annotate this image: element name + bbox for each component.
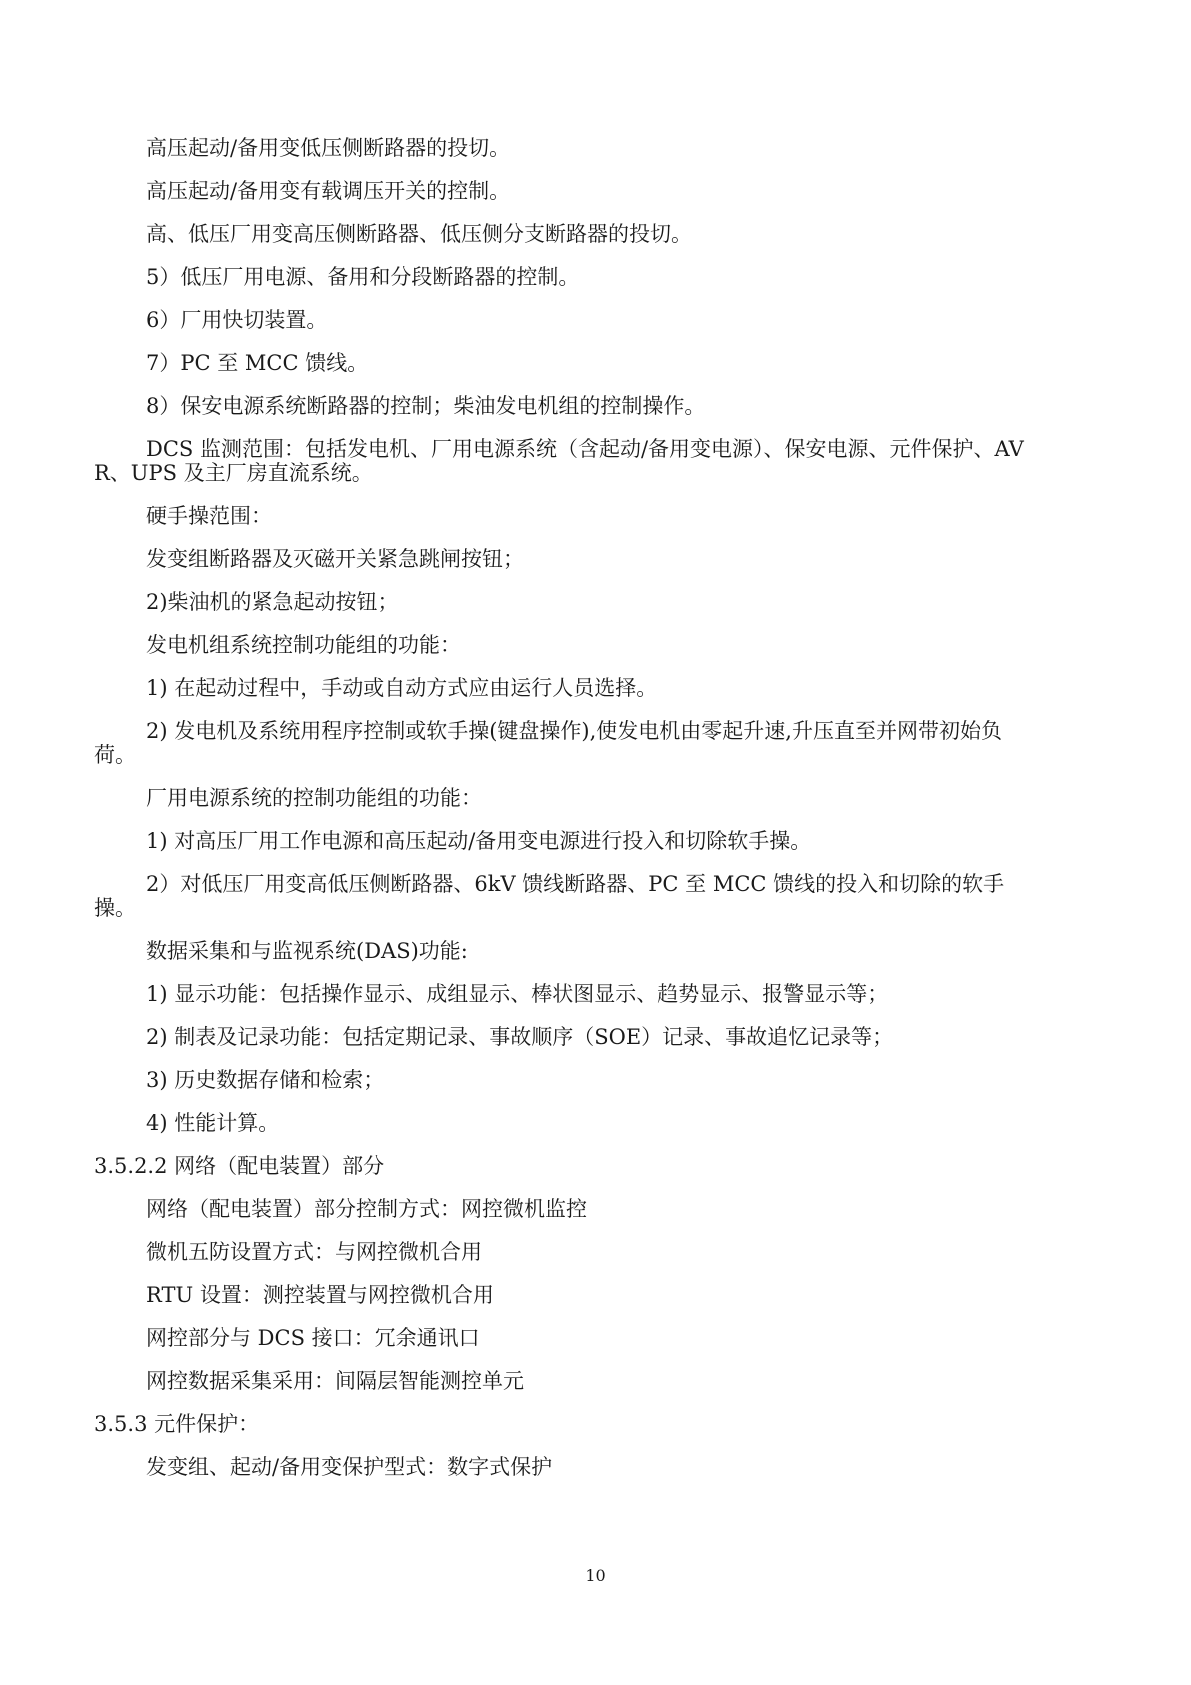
document-body — [94, 136, 1034, 1498]
body-paragraph: 2) 制表及记录功能：包括定期记录、事故顺序（SOE）记录、事故追忆记录等； — [146, 1025, 894, 1049]
body-paragraph: 网控部分与 DCS 接口：冗余通讯口 — [146, 1326, 480, 1350]
body-paragraph: 2）对低压厂用变高低压侧断路器、6kV 馈线断路器、PC 至 MCC 馈线的投入和切除的软手操。 — [94, 872, 1005, 920]
body-paragraph: 网控数据采集采用：间隔层智能测控单元 — [146, 1369, 524, 1393]
body-paragraph: RTU 设置：测控装置与网控微机合用 — [146, 1283, 494, 1307]
section-heading: 3.5.3 元件保护： — [94, 1412, 260, 1436]
section-heading: 3.5.2.2 网络（配电装置）部分 — [94, 1154, 385, 1178]
body-paragraph: 3) 历史数据存储和检索； — [146, 1068, 385, 1092]
body-paragraph: 8）保安电源系统断路器的控制；柴油发电机组的控制操作。 — [146, 394, 706, 418]
body-paragraph: 6）厂用快切装置。 — [146, 308, 328, 332]
body-paragraph: 高、低压厂用变高压侧断路器、低压侧分支断路器的投切。 — [146, 222, 692, 246]
body-paragraph: 数据采集和与监视系统(DAS)功能: — [146, 939, 468, 963]
body-paragraph: 网络（配电装置）部分控制方式：网控微机监控 — [146, 1197, 587, 1221]
body-paragraph: 2)柴油机的紧急起动按钮； — [146, 590, 399, 614]
body-paragraph: 1) 对高压厂用工作电源和高压起动/备用变电源进行投入和切除软手操。 — [146, 829, 812, 853]
body-paragraph: 发变组断路器及灭磁开关紧急跳闸按钮； — [146, 547, 524, 571]
body-paragraph: 7）PC 至 MCC 馈线。 — [146, 351, 369, 375]
body-paragraph: 4) 性能计算。 — [146, 1111, 280, 1135]
body-paragraph: 1) 显示功能：包括操作显示、成组显示、棒状图显示、趋势显示、报警显示等； — [146, 982, 889, 1006]
body-paragraph: 厂用电源系统的控制功能组的功能： — [146, 786, 482, 810]
body-paragraph: 1) 在起动过程中，手动或自动方式应由运行人员选择。 — [146, 676, 658, 700]
body-paragraph: 高压起动/备用变低压侧断路器的投切。 — [146, 136, 511, 160]
body-paragraph: DCS 监测范围：包括发电机、厂用电源系统（含起动/备用变电源）、保安电源、元件保护、AVR、UPS 及主厂房直流系统。 — [94, 437, 1024, 485]
body-paragraph: 微机五防设置方式：与网控微机合用 — [146, 1240, 482, 1264]
body-paragraph: 2) 发电机及系统用程序控制或软手操(键盘操作),使发电机由零起升速,升压直至并网带初始负荷。 — [94, 719, 1002, 767]
page-number: 10 — [585, 1566, 606, 1585]
body-paragraph: 发电机组系统控制功能组的功能： — [146, 633, 461, 657]
body-paragraph: 高压起动/备用变有载调压开关的控制。 — [146, 179, 511, 203]
body-paragraph: 硬手操范围： — [146, 504, 272, 528]
body-paragraph: 5）低压厂用电源、备用和分段断路器的控制。 — [146, 265, 580, 289]
body-paragraph: 发变组、起动/备用变保护型式：数字式保护 — [146, 1455, 553, 1479]
